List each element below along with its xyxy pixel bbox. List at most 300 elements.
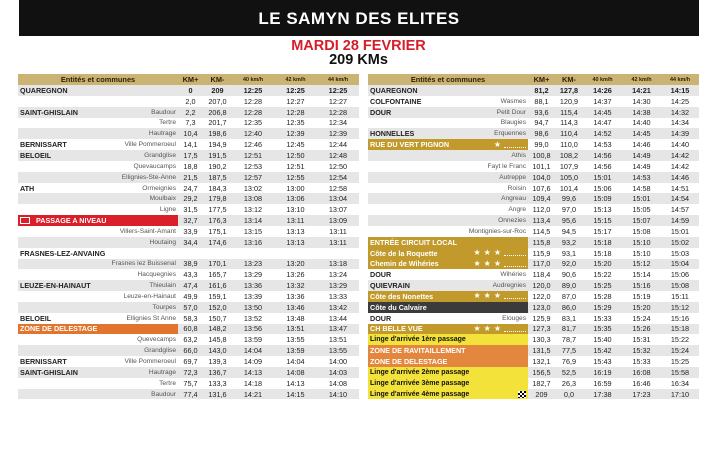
entity-cell	[18, 389, 178, 400]
locality-name: Ligne	[159, 206, 176, 214]
entity-right-wrap	[491, 141, 526, 149]
km-plus-cell: 29,2	[183, 194, 198, 204]
table-row	[18, 334, 359, 345]
time-40-cell: 12:35	[243, 118, 263, 128]
table-row	[18, 378, 359, 389]
km-plus-cell: 21,5	[183, 172, 198, 182]
entity-name: ZONE DE DELESTAGE	[20, 324, 98, 334]
entity-name: Linge d'arrivée 2ème passage	[370, 368, 470, 376]
table-row	[18, 172, 359, 183]
time-44-cell: 13:47	[328, 324, 348, 334]
time-42-cell: 14:38	[632, 107, 651, 117]
km-plus-cell: 31,5	[183, 205, 198, 215]
time-42-cell: 12:45	[286, 140, 305, 150]
table-header	[18, 74, 359, 85]
table-row	[368, 193, 699, 204]
km-minus-cell: 105,0	[559, 172, 579, 182]
time-40-cell: 12:51	[243, 150, 263, 160]
km-minus-cell: 133,3	[208, 378, 227, 388]
entity-cell	[368, 161, 528, 172]
time-40-cell: 14:18	[243, 378, 263, 388]
entity-cell	[368, 96, 528, 107]
cobblestone-icon	[504, 261, 526, 267]
table-row	[368, 248, 699, 259]
time-40-cell: 15:20	[593, 259, 612, 269]
table-row	[368, 313, 699, 324]
entity-cell	[18, 204, 178, 215]
time-42-cell: 12:55	[286, 172, 305, 182]
km-plus-cell: 2,0	[185, 96, 196, 106]
time-40-cell: 13:52	[243, 313, 263, 323]
km-plus-cell: 156,5	[532, 367, 551, 377]
entity-right-wrap	[493, 282, 526, 289]
entity-cell	[18, 183, 178, 194]
time-44-cell: 14:03	[328, 367, 348, 377]
time-44-cell: 13:44	[328, 313, 348, 323]
entity-right-wrap	[144, 152, 176, 159]
time-40-cell: 14:56	[593, 161, 612, 171]
entity-main-wrap	[370, 238, 457, 247]
table-header	[368, 74, 699, 85]
difficulty-star-icon: ★	[483, 258, 491, 268]
entity-cell	[368, 356, 528, 367]
time-40-cell: 14:53	[593, 140, 612, 150]
km-plus-cell: 123,0	[532, 302, 551, 312]
entity-name: BELOEIL	[20, 150, 52, 160]
entity-name: ZONE DE RAVITAILLEMENT	[370, 346, 466, 356]
locality-name: Ville Pommeroeul	[124, 141, 176, 149]
entity-cell	[18, 291, 178, 302]
locality-name: Grandglise	[144, 347, 176, 355]
locality-name: Wasmes	[500, 97, 526, 105]
locality-name: Ormeignies	[142, 184, 176, 192]
entity-right-wrap	[124, 141, 176, 148]
entity-main-wrap	[370, 391, 469, 398]
entity-main-wrap	[20, 249, 105, 258]
time-40-cell: 15:25	[593, 281, 612, 291]
entity-name: BERNISSART	[20, 140, 67, 150]
entity-right-wrap	[149, 369, 176, 376]
time-40-cell: 14:04	[243, 346, 263, 356]
km-plus-cell: 81,2	[534, 85, 549, 95]
time-40-cell: 15:22	[593, 270, 612, 280]
time-44-cell: 14:15	[670, 85, 690, 95]
entity-main-wrap	[20, 281, 91, 290]
time-42-cell: 12:51	[286, 161, 305, 171]
km-minus-cell: 194,9	[208, 140, 227, 150]
entity-right-wrap	[149, 282, 176, 289]
km-minus-cell: 143,0	[208, 346, 227, 356]
time-42-cell: 13:55	[286, 335, 305, 345]
table-row	[18, 193, 359, 204]
time-42-cell: 14:45	[632, 129, 651, 139]
km-plus-cell: 130,3	[532, 335, 551, 345]
locality-name: Hautrage	[148, 130, 176, 138]
speed-42-header: 42 km/h	[631, 76, 652, 83]
locality-name: Houtaing	[149, 238, 176, 246]
time-44-cell: 13:11	[329, 237, 347, 247]
entity-cell	[368, 107, 528, 118]
entity-cell	[18, 378, 178, 389]
time-40-cell: 14:52	[593, 129, 612, 139]
table-row	[18, 128, 359, 139]
table-row	[18, 248, 359, 259]
entity-name: BERNISSART	[20, 357, 67, 367]
difficulty-star-icon: ★	[493, 323, 501, 333]
km-plus-cell: 63,2	[183, 335, 198, 345]
time-42-cell: 15:33	[632, 357, 651, 367]
entity-right-wrap	[160, 206, 176, 213]
table-row	[18, 107, 359, 118]
time-40-cell: 15:09	[593, 194, 612, 204]
entity-cell	[18, 128, 178, 139]
km-minus-cell: 97,0	[561, 205, 577, 215]
locality-name: Villers-Saint-Amant	[119, 227, 176, 235]
entity-cell	[18, 96, 178, 107]
entity-name: CH BELLE VUE	[370, 324, 423, 334]
locality-name: Ellignies-Ste-Anne	[121, 173, 176, 181]
entity-cell	[368, 302, 528, 313]
entity-name: HONNELLES	[370, 129, 415, 139]
checkered-flag-icon	[518, 391, 526, 398]
time-42-cell: 15:24	[632, 313, 651, 323]
time-40-cell: 14:47	[593, 118, 612, 128]
time-40-cell: 14:13	[243, 367, 263, 377]
km-minus-cell: 198,6	[208, 129, 227, 139]
time-44-cell: 16:34	[670, 378, 690, 388]
time-40-cell: 15:15	[593, 216, 612, 226]
entity-right-wrap	[501, 195, 526, 202]
km-plus-cell: 49,9	[183, 291, 198, 301]
km-plus-cell: 43,3	[183, 270, 198, 280]
difficulty-star-icon: ★	[493, 248, 501, 258]
table-row	[368, 378, 699, 389]
entity-cell	[18, 324, 178, 335]
km-plus-cell: 0	[188, 85, 193, 95]
time-42-cell: 14:04	[286, 357, 305, 367]
time-40-cell: 14:26	[593, 85, 612, 95]
km-minus-cell: 176,3	[208, 216, 227, 226]
table-row	[368, 215, 699, 226]
time-44-cell: 14:00	[328, 357, 348, 367]
entity-cell	[18, 118, 178, 129]
time-44-cell: 14:57	[670, 205, 690, 215]
table-row	[368, 389, 699, 400]
cobblestone-icon	[504, 142, 526, 148]
time-40-cell: 12:40	[243, 129, 263, 139]
time-44-cell: 14:54	[670, 194, 690, 204]
table-row	[18, 356, 359, 367]
table-row	[18, 85, 359, 96]
time-40-cell: 15:43	[593, 357, 612, 367]
time-44-cell: 13:18	[328, 259, 348, 269]
time-42-cell: 14:49	[632, 161, 651, 171]
time-42-cell: 13:32	[286, 281, 305, 291]
km-minus-cell: 95,6	[561, 216, 577, 226]
table-row	[18, 150, 359, 161]
time-42-cell: 14:15	[286, 389, 305, 399]
km-minus-cell: 177,5	[208, 205, 227, 215]
time-42-cell: 15:10	[632, 237, 651, 247]
time-44-cell: 15:25	[670, 357, 690, 367]
km-plus-cell: 66,0	[183, 346, 198, 356]
time-44-cell: 12:27	[328, 96, 348, 106]
time-44-cell: 15:22	[670, 335, 690, 345]
entity-main-wrap	[20, 108, 78, 117]
entity-right-wrap	[111, 260, 176, 267]
speed-42-header: 42 km/h	[285, 76, 306, 83]
difficulty-star-icon: ★	[473, 323, 481, 333]
km-minus-cell: 52,5	[561, 367, 577, 377]
entity-right-wrap	[494, 130, 526, 137]
km-minus-cell: 145,8	[208, 335, 227, 345]
entity-right-wrap	[499, 174, 526, 181]
locality-name: Athis	[511, 151, 526, 159]
entity-cell	[368, 85, 528, 96]
entity-right-wrap	[150, 239, 176, 246]
entity-name: SAINT-GHISLAIN	[20, 367, 78, 377]
km-plus-cell: 104,0	[532, 172, 551, 182]
entity-right-wrap	[508, 206, 526, 213]
table-row	[18, 237, 359, 248]
km-plus-cell: 88,1	[534, 96, 549, 106]
time-42-cell: 12:50	[286, 150, 305, 160]
entity-cell	[368, 150, 528, 161]
time-42-cell: 13:48	[286, 313, 305, 323]
time-42-cell: 13:10	[286, 205, 305, 215]
km-minus-cell: 120,9	[559, 96, 579, 106]
time-42-cell: 15:19	[632, 291, 651, 301]
km-minus-cell: 101,4	[559, 183, 579, 193]
schedule-table-right	[368, 74, 699, 399]
locality-name: Angre	[508, 206, 526, 214]
time-44-cell: 13:07	[328, 205, 348, 215]
entity-cell	[18, 161, 178, 172]
km-minus-cell: 92,0	[561, 259, 577, 269]
km-plus-cell: 69,7	[183, 357, 198, 367]
difficulty-star-icon: ★	[483, 323, 491, 333]
entity-name: Côte du Calvaire	[370, 302, 427, 312]
time-44-cell: 14:42	[670, 150, 690, 160]
entity-main-wrap	[20, 140, 67, 149]
time-40-cell: 13:14	[243, 216, 263, 226]
time-40-cell: 16:59	[593, 378, 612, 388]
km-plus-cell: 7,3	[185, 118, 196, 128]
locality-name: Frasnes lez Buissenal	[111, 260, 176, 268]
entities-header: Entités et communes	[410, 75, 486, 84]
time-44-cell: 13:09	[328, 216, 348, 226]
time-40-cell: 16:19	[593, 367, 612, 377]
table-row	[18, 204, 359, 215]
locality-name: Montignies-sur-Roc	[468, 227, 526, 235]
time-42-cell: 14:46	[632, 140, 651, 150]
entity-cell	[18, 172, 178, 183]
entity-right-wrap	[159, 119, 176, 126]
entity-name: RUE DU VERT PIGNON	[370, 140, 450, 150]
entity-name: DOUR	[370, 107, 392, 117]
table-row	[18, 161, 359, 172]
km-plus-cell: 24,7	[183, 183, 198, 193]
km-minus-cell: 76,9	[561, 357, 577, 367]
entity-main-wrap	[370, 249, 438, 258]
km-minus-cell: 174,6	[208, 237, 227, 247]
km-plus-cell: 60,8	[183, 324, 198, 334]
km-minus-cell: 139,3	[208, 357, 227, 367]
km-plus-cell: 122,0	[532, 291, 551, 301]
table-row	[368, 302, 699, 313]
entity-cell	[18, 150, 178, 161]
time-40-cell: 15:40	[593, 335, 612, 345]
km-minus-cell: 131,6	[208, 389, 227, 399]
difficulty-star-icon: ★	[473, 291, 481, 301]
km-minus-cell: 110,4	[560, 129, 578, 139]
entity-cell	[18, 345, 178, 356]
entity-right-wrap	[515, 391, 526, 398]
km-minus-cell: 127,8	[559, 85, 579, 95]
table-row	[368, 96, 699, 107]
time-40-cell: 15:29	[593, 302, 612, 312]
entity-cell	[368, 118, 528, 129]
locality-name: Ellignies St Anne	[126, 314, 176, 322]
table-row	[368, 85, 699, 96]
entity-name: FRASNES-LEZ-ANVAING	[20, 248, 106, 258]
locality-name: Elouges	[502, 314, 526, 322]
time-42-cell: 15:07	[632, 216, 651, 226]
table-row	[18, 302, 359, 313]
table-row	[18, 226, 359, 237]
km-plus-cell: 14,1	[183, 140, 198, 150]
entity-right-wrap	[470, 292, 526, 300]
locality-name: Quevaucamps	[133, 162, 176, 170]
km-plus-cell: 10,4	[183, 129, 198, 139]
time-44-cell: 14:40	[670, 140, 690, 150]
entity-cell	[368, 204, 528, 215]
time-44-cell: 13:51	[328, 335, 348, 345]
entity-name: Linge d'arrivée 1ère passage	[370, 336, 466, 344]
km-plus-header: KM+	[533, 75, 550, 84]
time-44-cell: 15:58	[670, 367, 690, 377]
km-plus-cell: 47,4	[183, 281, 198, 291]
locality-name: Angreau	[501, 195, 526, 203]
locality-name: Audregnies	[492, 282, 526, 290]
table-row	[18, 215, 359, 226]
km-plus-cell: 100,8	[532, 150, 551, 160]
time-40-cell: 15:18	[593, 237, 612, 247]
time-44-cell: 14:25	[670, 96, 690, 106]
time-42-cell: 13:36	[286, 291, 305, 301]
time-40-cell: 13:39	[243, 291, 263, 301]
entity-cell	[368, 324, 528, 335]
time-44-cell: 14:08	[328, 378, 348, 388]
entity-cell	[18, 259, 178, 270]
table-row	[368, 367, 699, 378]
time-40-cell: 13:16	[243, 237, 263, 247]
km-minus-cell: 115,4	[560, 107, 578, 117]
cobblestone-icon	[504, 293, 526, 299]
km-plus-cell: 99,0	[534, 140, 549, 150]
km-plus-cell: 113,4	[532, 216, 551, 226]
entity-right-wrap	[151, 109, 176, 116]
km-minus-cell: 93,2	[561, 237, 577, 247]
table-row	[368, 334, 699, 345]
table-row	[18, 389, 359, 400]
time-44-cell: 12:34	[328, 118, 348, 128]
time-44-cell: 15:04	[670, 259, 690, 269]
time-42-cell: 15:01	[632, 194, 651, 204]
entity-right-wrap	[150, 195, 176, 202]
entity-right-wrap	[470, 249, 526, 257]
time-40-cell: 15:28	[593, 291, 612, 301]
entity-name: Chemin de Wihéries	[370, 259, 439, 269]
km-plus-cell: 182,7	[532, 378, 551, 388]
time-44-cell: 15:03	[670, 248, 690, 258]
locality-name: Autreppe	[499, 173, 526, 181]
table-row	[18, 96, 359, 107]
locality-name: Hautrage	[148, 368, 176, 376]
table-row	[18, 259, 359, 270]
time-42-cell: 12:39	[286, 129, 305, 139]
time-40-cell: 13:56	[243, 324, 263, 334]
race-date: MARDI 28 FEVRIER	[291, 38, 426, 54]
locality-name: Tertre	[159, 379, 176, 387]
time-44-cell: 17:10	[670, 389, 690, 399]
table-row	[18, 367, 359, 378]
table-row	[368, 172, 699, 183]
table-row	[368, 324, 699, 335]
time-44-cell: 13:24	[328, 270, 348, 280]
time-40-cell: 15:13	[593, 205, 612, 215]
race-distance: 209 KMs	[329, 52, 388, 68]
entity-right-wrap	[488, 163, 526, 170]
km-plus-cell: 38,9	[183, 259, 198, 269]
entity-main-wrap	[370, 270, 391, 279]
locality-name: Roisin	[507, 184, 526, 192]
km-plus-cell: 127,3	[532, 324, 551, 334]
time-42-cell: 12:27	[286, 96, 305, 106]
difficulty-star-icon: ★	[483, 291, 491, 301]
km-minus-cell: 201,7	[208, 118, 227, 128]
time-40-cell: 17:38	[593, 389, 612, 399]
entity-cell	[368, 313, 528, 324]
table-row	[368, 204, 699, 215]
time-44-cell: 15:01	[670, 226, 690, 236]
locality-name: Petit Dour	[496, 108, 526, 116]
km-plus-cell: 101,1	[532, 161, 551, 171]
time-42-cell: 14:53	[632, 172, 651, 182]
time-42-cell: 14:58	[632, 183, 651, 193]
entity-right-wrap	[133, 163, 176, 170]
km-minus-cell: 94,5	[561, 226, 577, 236]
entity-name: QUIEVRAIN	[370, 281, 410, 291]
km-minus-cell: 107,9	[559, 161, 579, 171]
km-plus-cell: 58,3	[183, 313, 198, 323]
km-minus-cell: 83,1	[561, 313, 577, 323]
km-plus-cell: 131,5	[532, 346, 551, 356]
entity-cell	[18, 356, 178, 367]
table-row	[368, 291, 699, 302]
table-row	[368, 118, 699, 129]
km-minus-cell: 93,1	[561, 248, 577, 258]
km-plus-cell: 17,5	[183, 150, 198, 160]
entity-right-wrap	[159, 380, 176, 387]
entity-cell	[18, 193, 178, 204]
entity-cell	[18, 237, 178, 248]
time-42-cell: 16:46	[632, 378, 651, 388]
entity-cell	[18, 302, 178, 313]
time-42-cell: 13:20	[286, 259, 305, 269]
entity-cell	[368, 237, 528, 248]
difficulty-star-icon: ★	[493, 258, 501, 268]
